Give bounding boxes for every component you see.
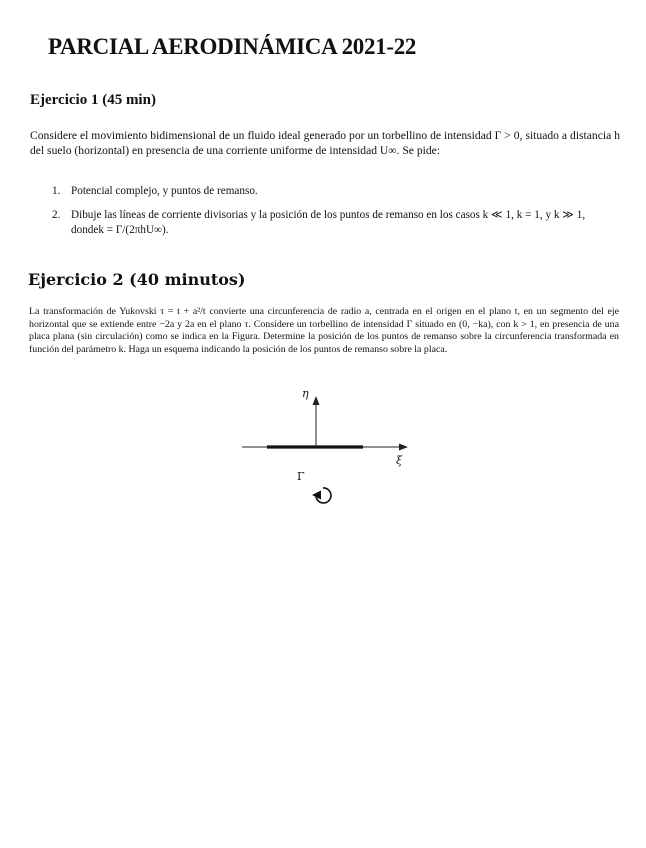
figure-drawing	[236, 384, 416, 514]
gamma-label: Γ	[297, 470, 305, 483]
xi-axis-label: ξ	[396, 454, 403, 467]
list-item-number: 2.	[52, 209, 61, 221]
exercise-1-statement: Considere el movimiento bidimensional de un fluido ideal generado por un torbellino de intensidad Γ > 0, situado a distancia h del suelo (horizontal) en presencia de una corriente uniforme de intensidad U∞. Se pide:	[30, 129, 620, 157]
exercise-2-statement: La transformación de Yukovski τ = t + a²/t convierte una circunferencia de radio a, centrada en el origen en el plano t, en un segmento del eje horizontal que se extiende entre −2a y 2a en el plano τ. Considere un torbellino de intensidad Γ situado en (0, −ka), con k > 1, en presencia de una placa plana (sin circulación) como se indica en la Figura. Determine la posición de los puntos de remanso sobre la circunferencia transformada en función del parámetro k. Haga un esquema indicando la posición de los puntos de remanso sobre la placa.	[29, 306, 619, 355]
eta-axis-label: η	[302, 387, 309, 400]
exercise-1-questions	[52, 184, 618, 247]
eta-axis-arrowhead	[313, 396, 320, 405]
list-item-text: Dibuje las líneas de corriente divisorias y la posición de los puntos de remanso en los casos k ≪ 1, k = 1, y k ≫ 1, dondek = Γ/(2πhU∞).	[71, 209, 586, 236]
exercise-2-heading: Ejercicio 2 (40 minutos)	[28, 270, 246, 289]
xi-axis-arrowhead	[399, 444, 408, 451]
list-item	[52, 184, 618, 199]
exercise-1-heading: Ejercicio 1 (45 min)	[30, 92, 156, 108]
document-title: PARCIAL AERODINÁMICA 2021-22	[48, 34, 417, 59]
list-item-number: 1.	[52, 185, 61, 197]
list-item-text: Potencial complejo, y puntos de remanso.	[71, 185, 258, 197]
plate-vortex-figure	[236, 384, 416, 514]
list-item	[52, 208, 618, 238]
